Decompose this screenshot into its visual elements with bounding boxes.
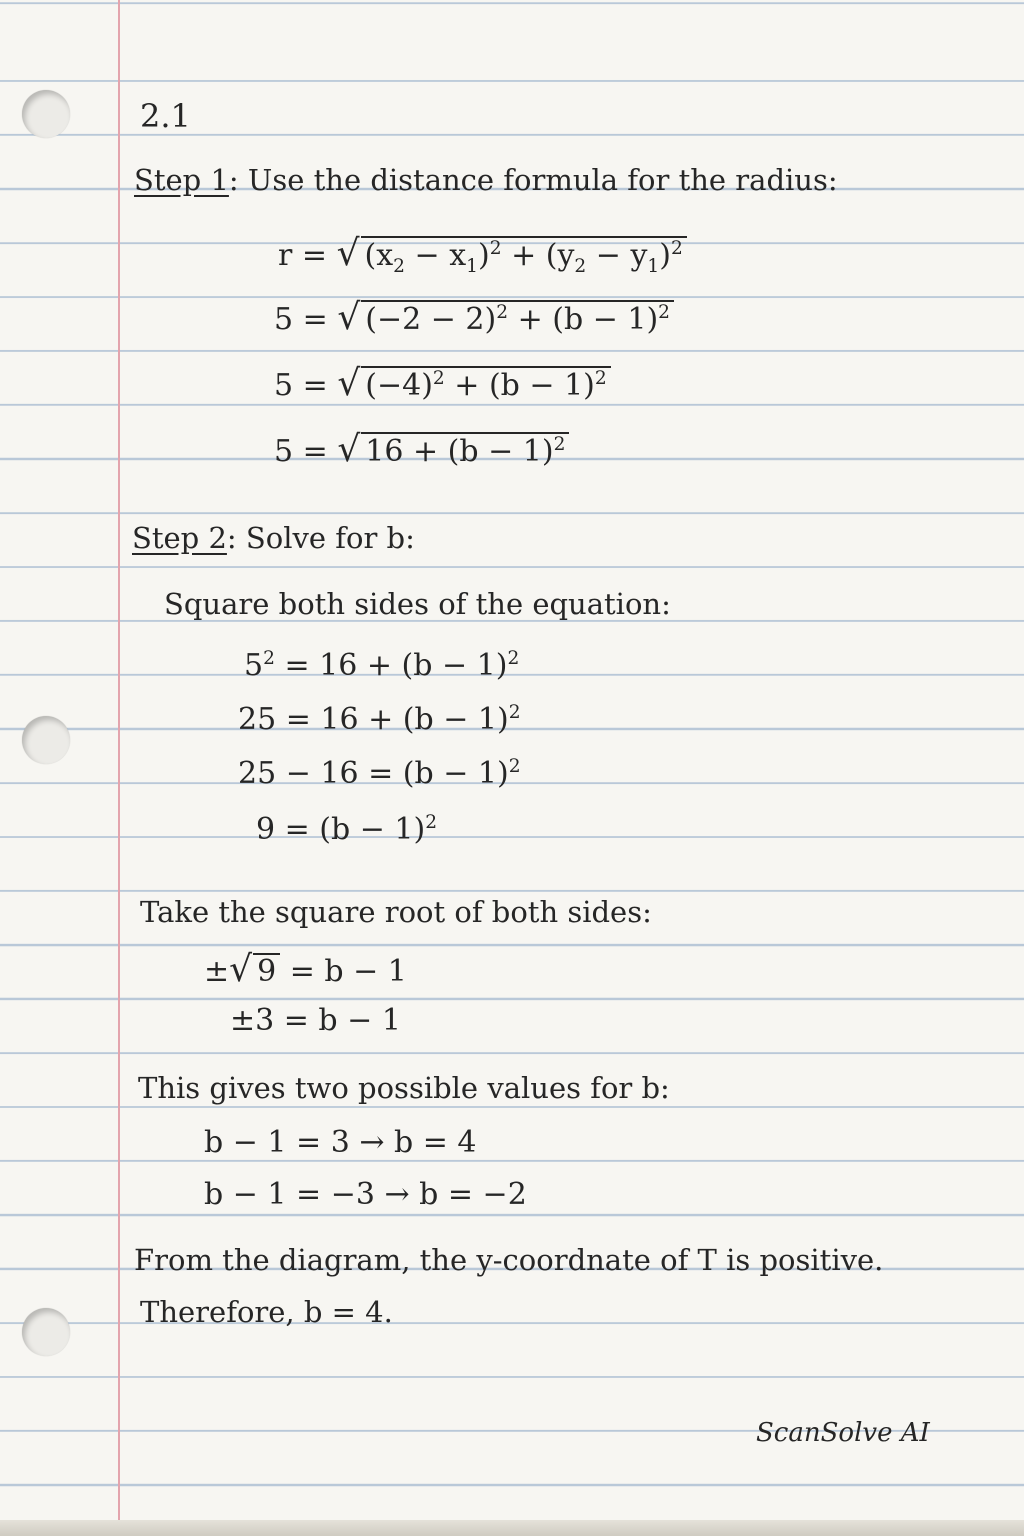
step1-heading xyxy=(134,163,838,197)
equation-line: $5^2 = 16 + (b - 1)^2$ xyxy=(244,648,520,683)
formula-radicand: $(x_2 - x_1)^2 + (y_2 - y_1)^2$ xyxy=(361,236,687,277)
line-radicand: $16 + (b - 1)^2$ xyxy=(361,432,569,467)
radical-sign: √ xyxy=(337,297,361,338)
final-answer: Therefore, b = 4. xyxy=(140,1295,393,1329)
distance-formula xyxy=(278,233,687,277)
section-number: 2.1 xyxy=(140,97,191,135)
page-edge xyxy=(0,1520,1024,1536)
punch-hole xyxy=(22,90,70,138)
radical-sign: √ xyxy=(337,429,361,470)
punch-hole xyxy=(22,1308,70,1356)
substitution-line xyxy=(274,297,674,338)
simplify-line xyxy=(274,363,611,404)
sqrt-instruction: Take the square root of both sides: xyxy=(140,895,652,929)
step2-label: Step 2 xyxy=(132,521,227,555)
root-result: ±3 = b − 1 xyxy=(230,1003,401,1038)
formula-lhs: r = xyxy=(278,238,328,273)
equation-line: $25 = 16 + (b - 1)^2$ xyxy=(238,702,521,737)
equation-line: $9 = (b - 1)^2$ xyxy=(256,812,438,847)
margin-line xyxy=(118,0,120,1536)
value-line: b − 1 = −3 → b = −2 xyxy=(204,1177,527,1212)
line-radicand: $(-4)^2 + (b - 1)^2$ xyxy=(361,366,610,401)
value-line: b − 1 = 3 → b = 4 xyxy=(204,1125,477,1160)
signature: ScanSolve AI xyxy=(756,1418,930,1448)
simplify-line xyxy=(274,429,569,470)
step2-heading xyxy=(132,521,415,555)
line-radicand: $(-2 - 2)^2 + (b - 1)^2$ xyxy=(361,300,674,335)
step2-text: : Solve for b: xyxy=(226,521,415,555)
punch-hole xyxy=(22,716,70,764)
two-values-text: This gives two possible values for b: xyxy=(138,1071,670,1105)
radical-sign: √ xyxy=(336,233,360,274)
step1-text: : Use the distance formula for the radius: xyxy=(228,163,838,197)
equation-line: $25 - 16 = (b - 1)^2$ xyxy=(238,756,521,791)
line-lhs: 5 = xyxy=(274,302,328,337)
line-lhs: 5 = xyxy=(274,434,328,469)
radical-sign: √ xyxy=(337,363,361,404)
radical-sign: √ xyxy=(229,949,253,990)
root-radicand: 9 xyxy=(253,953,280,987)
root-rhs: = b − 1 xyxy=(280,954,407,989)
plus-minus: ± xyxy=(204,954,230,989)
root-line xyxy=(204,949,407,990)
step1-label: Step 1 xyxy=(134,163,229,197)
conclusion-line: From the diagram, the y-coordnate of T is positive. xyxy=(134,1243,884,1277)
square-instruction: Square both sides of the equation: xyxy=(164,587,671,621)
line-lhs: 5 = xyxy=(274,368,328,403)
